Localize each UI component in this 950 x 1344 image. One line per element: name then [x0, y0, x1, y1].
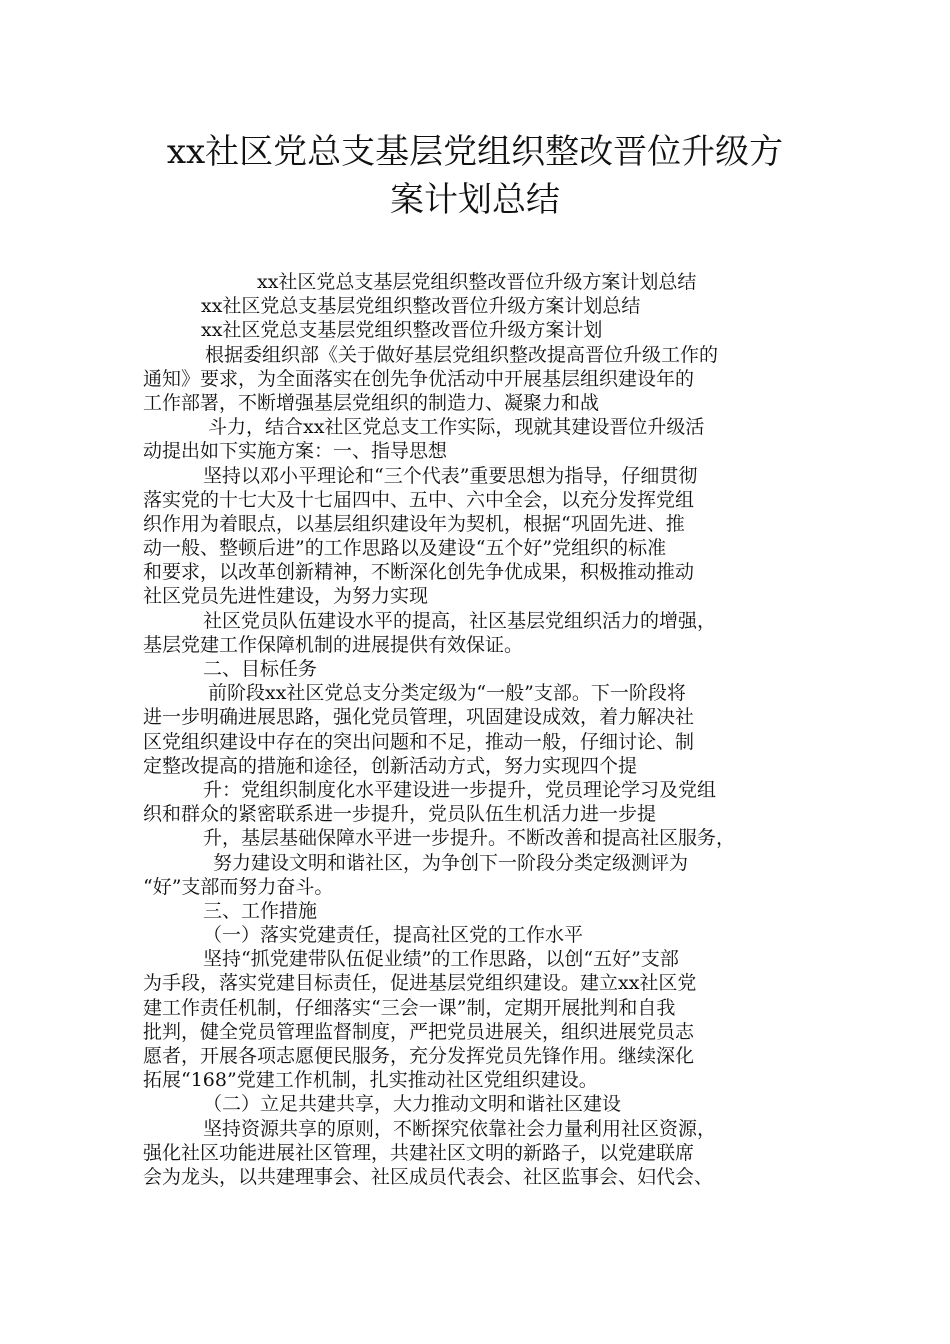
- body-line: 坚持“抓党建带队伍促业绩”的工作思路，以创“五好”支部: [203, 948, 679, 971]
- body-line: 基层党建工作保障机制的进展提供有效保证。: [143, 633, 524, 656]
- body-line: 通知》要求，为全面落实在创先争优活动中开展基层组织建设年的: [143, 367, 695, 390]
- section-heading: 三、工作措施: [203, 899, 318, 922]
- body-line: 坚持资源共享的原则，不断探究依靠社会力量利用社区资源，: [203, 1117, 717, 1140]
- body-line: xx社区党总支基层党组织整改晋位升级方案计划总结: [257, 271, 697, 293]
- body-line: 斗力，结合xx社区党总支工作实际，现就其建设晋位升级活: [208, 416, 705, 439]
- body-line: 为手段，落实党建目标责任，促进基层党组织建设。建立xx社区党: [143, 972, 697, 995]
- body-line: “好”支部而努力奋斗。: [143, 875, 334, 898]
- subsection-heading: （二）立足共建共享，大力推动文明和谐社区建设: [203, 1093, 622, 1116]
- body-line: 建工作责任机制，仔细落实“三会一课”制，定期开展批判和自我: [143, 996, 676, 1019]
- body-line: xx社区党总支基层党组织整改晋位升级方案计划总结: [201, 295, 641, 318]
- document-title: [100, 128, 850, 224]
- body-line: 落实党的十七大及十七届四中、五中、六中全会，以充分发挥党组: [143, 488, 695, 511]
- body-line: 批判，健全党员管理监督制度，严把党员进展关，组织进展党员志: [143, 1020, 695, 1043]
- title-line-1: xx社区党总支基层党组织整改晋位升级方: [166, 132, 784, 172]
- document-body: [143, 270, 811, 1189]
- body-line: 区党组织建设中存在的突出问题和不足，推动一般，仔细讨论、制: [143, 730, 695, 753]
- body-line: 努力建设文明和谐社区，为争创下一阶段分类定级测评为: [213, 851, 689, 874]
- body-line: 会为龙头，以共建理事会、社区成员代表会、社区监事会、妇代会、: [143, 1165, 714, 1188]
- body-line: 和要求，以改革创新精神，不断深化创先争优成果，积极推动推动: [143, 561, 695, 584]
- body-line: 动一般、整顿后进”的工作思路以及建设“五个好”党组织的标准: [143, 537, 667, 560]
- body-line: 愿者，开展各项志愿便民服务，充分发挥党员先锋作用。继续深化: [143, 1045, 695, 1067]
- body-line: 动提出如下实施方案：一、指导思想: [143, 440, 448, 463]
- body-line: 织和群众的紧密联系进一步提升，党员队伍生机活力进一步提: [143, 803, 657, 826]
- body-line: 根据委组织部《关于做好基层党组织整改提高晋位升级工作的: [205, 343, 719, 366]
- body-line: 升：党组织制度化水平建设进一步提升，党员理论学习及党组: [203, 778, 717, 801]
- body-line: 升，基层基础保障水平进一步提升。不断改善和提高社区服务，: [203, 827, 736, 850]
- body-line: 定整改提高的措施和途径，创新活动方式，努力实现四个提: [143, 754, 638, 777]
- body-line: 织作用为着眼点，以基层组织建设年为契机，根据“巩固先进、推: [143, 512, 685, 535]
- body-line: 坚持以邓小平理论和“三个代表”重要思想为指导，仔细贯彻: [203, 464, 698, 487]
- body-line: 前阶段xx社区党总支分类定级为“一般”支部。下一阶段将: [208, 682, 686, 705]
- body-line: 强化社区功能进展社区管理，共建社区文明的新路子，以党建联席: [143, 1141, 695, 1164]
- body-line: 拓展“168”党建工作机制，扎实推动社区党组织建设。: [143, 1069, 598, 1092]
- body-line: 社区党员先进性建设，为努力实现: [143, 585, 429, 608]
- title-line-2: 案计划总结: [390, 180, 560, 220]
- body-line: 社区党员队伍建设水平的提高，社区基层党组织活力的增强，: [203, 609, 717, 632]
- body-line: xx社区党总支基层党组织整改晋位升级方案计划: [201, 319, 603, 342]
- subsection-heading: （一）落实党建责任，提高社区党的工作水平: [203, 924, 584, 947]
- body-line: 进一步明确进展思路，强化党员管理，巩固建设成效，着力解决社: [143, 706, 695, 729]
- body-line: 工作部署，不断增强基层党组织的制造力、凝聚力和战: [143, 391, 600, 414]
- section-heading: 二、目标任务: [203, 658, 318, 680]
